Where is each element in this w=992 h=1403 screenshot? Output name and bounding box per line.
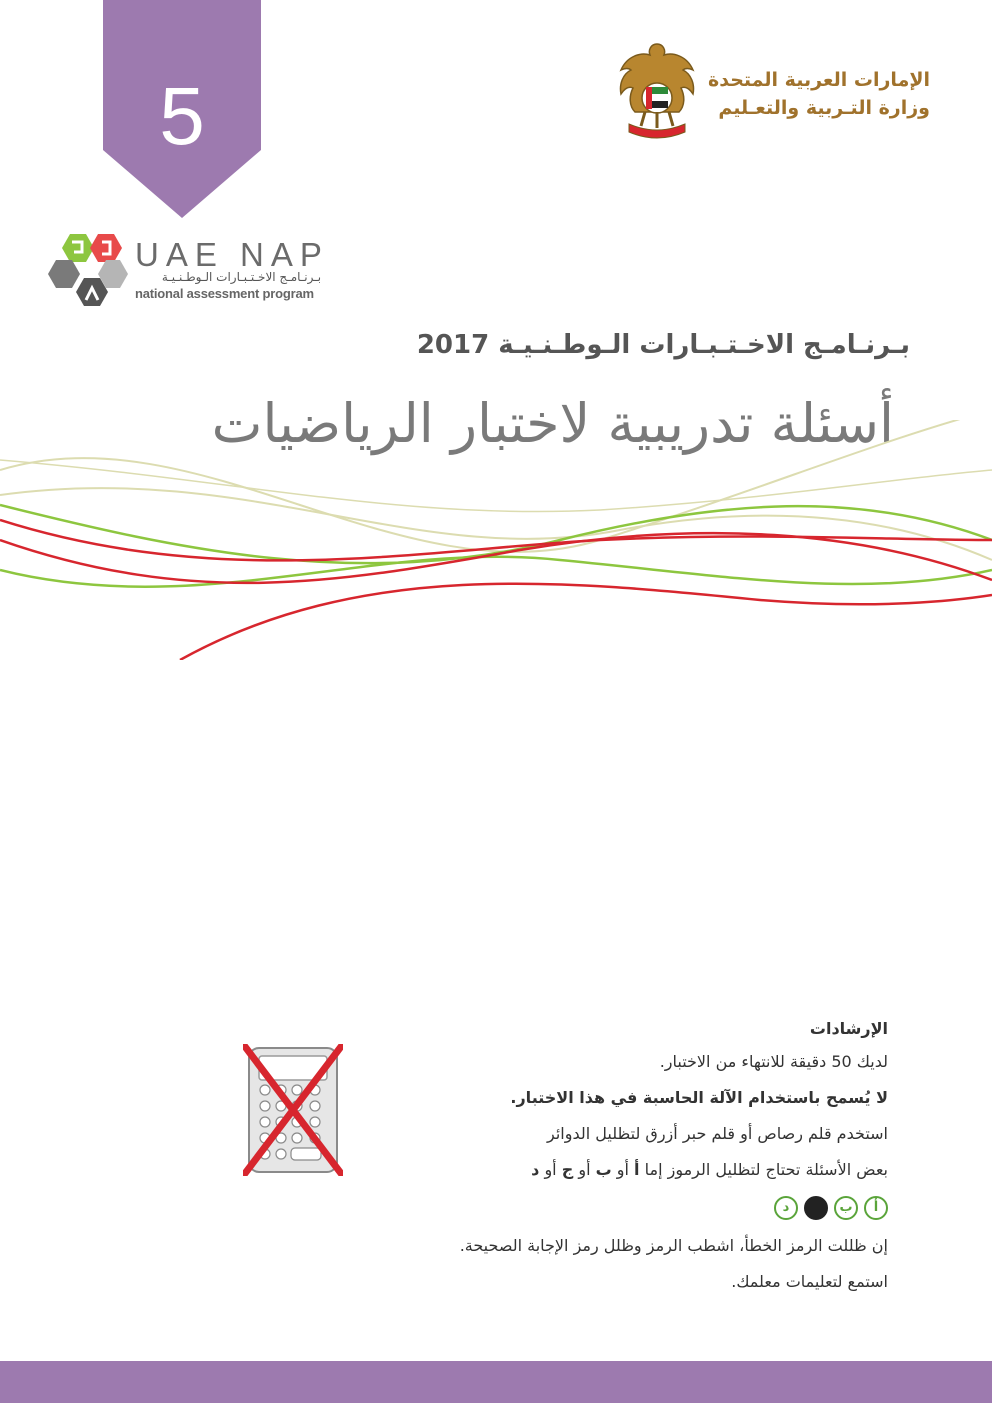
nap-logo-text: UAE NAP	[135, 236, 329, 273]
grade-number: 5	[159, 71, 205, 162]
option-a-label: أ	[634, 1160, 640, 1179]
footer-bar	[0, 1361, 992, 1403]
program-title: بـرنـامـج الاخـتـبـارات الـوطـنـيـة 2017	[416, 330, 910, 360]
ministry-line-1: الإمارات العربية المتحدة	[708, 69, 930, 91]
instruction-shade	[328, 1152, 888, 1188]
instruction-shade-text: بعض الأسئلة تحتاج لتظليل الرموز إما	[644, 1160, 888, 1179]
nap-logo-icon	[46, 228, 132, 318]
instruction-mistake: إن ظللت الرمز الخطأ، اشطب الرمز وظلل رمز الإجابة الصحيحة.	[459, 1236, 888, 1255]
option-d-label: د	[531, 1160, 540, 1179]
instructions-heading: الإرشادات	[809, 1019, 888, 1038]
bubble-option-b: ب	[834, 1196, 858, 1220]
page-title: أسئلة تدريبية لاختبار الرياضيات	[211, 392, 894, 455]
instruction-listen: استمع لتعليمات معلمك.	[731, 1272, 888, 1291]
instruction-pencil: استخدم قلم رصاص أو قلم حبر أزرق لتظليل الدوائر	[547, 1124, 888, 1143]
uae-emblem-icon	[615, 40, 699, 144]
nap-logo-arabic: بـرنـامـج الاخـتـبـارات الـوطـنـيـة	[161, 270, 322, 284]
ministry-name	[708, 66, 930, 122]
ministry-line-2: وزارة التـربية والتعـليم	[718, 97, 930, 119]
bubble-option-c-filled	[804, 1196, 828, 1220]
nap-logo-subtitle: national assessment program	[135, 286, 314, 301]
answer-bubbles-example	[328, 1188, 888, 1228]
option-c-label: ج	[561, 1160, 574, 1179]
decorative-waves	[0, 420, 992, 660]
bubble-option-a: أ	[864, 1196, 888, 1220]
option-b-label: ب	[595, 1160, 612, 1179]
or-text: أو	[616, 1160, 629, 1179]
bubble-option-d: د	[774, 1196, 798, 1220]
or-text: أو	[544, 1160, 557, 1179]
instruction-time: لديك 50 دقيقة للانتهاء من الاختبار.	[659, 1052, 888, 1071]
or-text: أو	[578, 1160, 591, 1179]
instructions	[328, 1014, 888, 1300]
instruction-no-calculator: لا يُسمح باستخدام الآلة الحاسبة في هذا الاختبار.	[510, 1088, 888, 1107]
